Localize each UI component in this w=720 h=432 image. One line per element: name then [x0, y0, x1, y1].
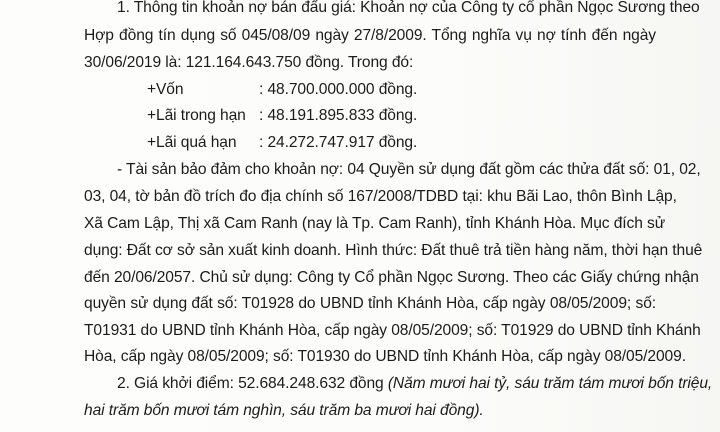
- section1-total-line: 30/06/2019 là: 121.164.643.750 đồng. Trong đó:: [84, 54, 414, 71]
- starting-price-words-continued: hai trăm bốn mươi tám nghìn, sáu trăm ba mươi hai đồng).: [84, 402, 484, 419]
- collateral-line: 03, 04, tờ bản đồ trích đo địa chính số 167/2008/TDBD tại: khu Bãi Lao, thôn Bình Lập,: [84, 188, 677, 205]
- collateral-heading-line: - Tài sản bảo đảm cho khoản nợ: 04 Quyền sử dụng đất gồm các thửa đất số: 01, 02,: [117, 161, 701, 178]
- collateral-line: T01931 do UBND tỉnh Khánh Hòa, cấp ngày 08/05/2009; số: T01929 do UBND tỉnh Khánh: [84, 322, 701, 339]
- debt-item-value: : 48.700.000.000 đồng.: [259, 81, 418, 98]
- debt-item-interest-in-term: [147, 105, 417, 127]
- collateral-line: dụng: Đất cơ sở sản xuất kinh doanh. Hình thức: Đất thuê trả tiền hàng năm, thời hạn thuê: [84, 242, 703, 259]
- collateral-line: Hòa, cấp ngày 08/05/2009; số: T01930 do UBND tỉnh Khánh Hòa, cấp ngày 08/05/2009.: [84, 348, 686, 365]
- starting-price-label: 2. Giá khởi điểm: 52.684.248.632 đồng: [117, 375, 388, 392]
- starting-price-line: [117, 373, 713, 395]
- section1-heading-line: 1. Thông tin khoản nợ bán đấu giá: Khoản nợ của Công ty cổ phần Ngọc Sương theo: [117, 0, 700, 16]
- collateral-line: đến 20/06/2057. Chủ sử dụng: Công ty Cổ phần Ngọc Sương. Theo các Giấy chứng nhận: [84, 269, 699, 286]
- debt-item-label: +Lãi trong hạn: [147, 107, 246, 124]
- debt-item-overdue-interest: [147, 132, 417, 154]
- debt-item-label: +Vốn: [147, 81, 184, 98]
- debt-item-value: : 48.191.895.833 đồng.: [259, 107, 418, 124]
- debt-item-label: +Lãi quá hạn: [147, 134, 237, 151]
- starting-price-words: (Năm mươi hai tỷ, sáu trăm tám mươi bốn triệu,: [387, 375, 713, 392]
- section1-contract-line: Hợp đồng tín dụng số 045/08/09 ngày 27/8/2009. Tổng nghĩa vụ nợ tính đến ngày: [84, 27, 656, 44]
- collateral-line: Xã Cam Lập, Thị xã Cam Ranh (nay là Tp. Cam Ranh), tỉnh Khánh Hòa. Mục đích sử: [84, 215, 666, 232]
- collateral-line: quyền sử dụng đất số: T01928 do UBND tỉnh Khánh Hòa, cấp ngày 08/05/2009; số:: [84, 295, 656, 312]
- debt-item-value: : 24.272.747.917 đồng.: [259, 134, 418, 151]
- debt-item-principal: [147, 79, 417, 101]
